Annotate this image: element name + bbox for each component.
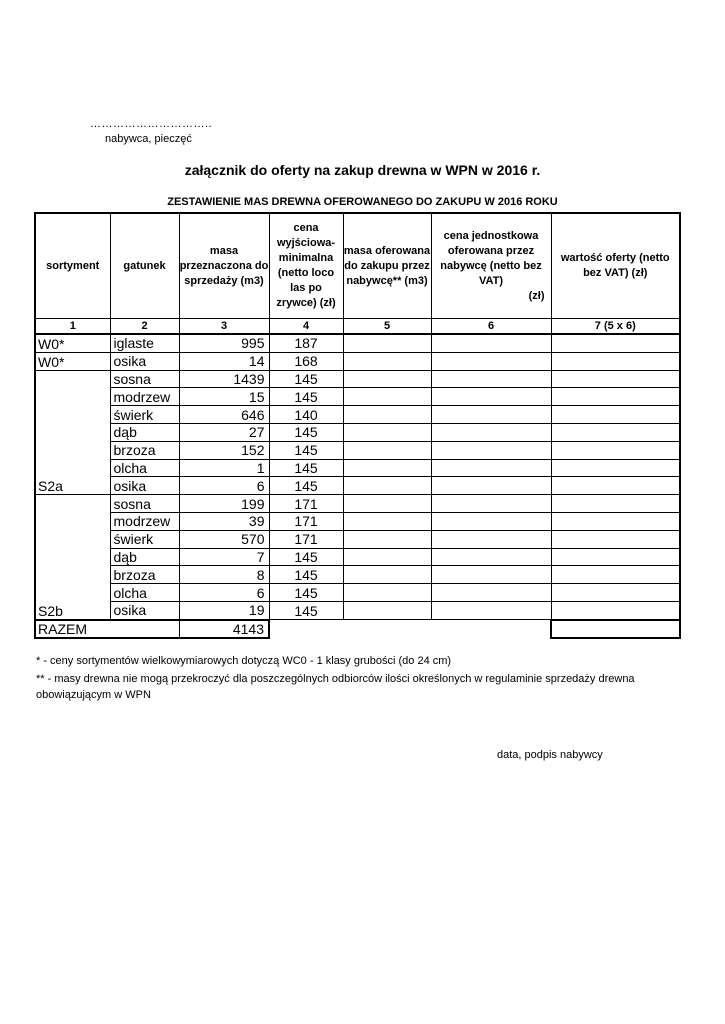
cell-masa: 152	[179, 441, 269, 459]
column-number: 6	[431, 319, 551, 335]
cell-cena-oferowana[interactable]	[431, 495, 551, 513]
cell-cena-oferowana[interactable]	[431, 388, 551, 406]
column-number: 1	[35, 319, 110, 335]
table-row	[35, 512, 680, 530]
table-row	[35, 441, 680, 459]
cell-gatunek: sosna	[110, 370, 179, 388]
cell-wartosc-oferty[interactable]	[551, 584, 680, 602]
cell-cena-oferowana[interactable]	[431, 459, 551, 477]
cell-sortyment	[35, 495, 110, 513]
cell-cena-oferowana[interactable]	[431, 352, 551, 370]
cell-masa-oferowana[interactable]	[343, 548, 431, 566]
cell-cena-oferowana[interactable]	[431, 548, 551, 566]
footnote-1: * - ceny sortymentów wielkowymiarowych dotyczą WC0 - 1 klasy grubości (do 24 cm)	[36, 655, 452, 667]
cell-cena: 145	[269, 477, 343, 495]
cell-wartosc-oferty[interactable]	[551, 459, 680, 477]
table-row	[35, 423, 680, 441]
cell-gatunek: olcha	[110, 459, 179, 477]
table-row	[35, 406, 680, 424]
cell-cena-oferowana[interactable]	[431, 512, 551, 530]
cell-masa: 39	[179, 512, 269, 530]
cell-cena: 145	[269, 441, 343, 459]
cell-gatunek: osika	[110, 477, 179, 495]
table-row	[35, 370, 680, 388]
cell-masa: 14	[179, 352, 269, 370]
header-cena-wyjsciowa: cena wyjściowa- minimalna (netto loco las po zrywce) (zł)	[269, 213, 343, 319]
cell-masa: 19	[179, 601, 269, 619]
cell-masa: 199	[179, 495, 269, 513]
cell-gatunek: brzoza	[110, 441, 179, 459]
cell-sortyment	[35, 406, 110, 424]
cell-masa-oferowana[interactable]	[343, 530, 431, 548]
cell-sortyment	[35, 512, 110, 530]
cell-cena: 168	[269, 352, 343, 370]
cell-wartosc-oferty[interactable]	[551, 495, 680, 513]
cell-masa-oferowana[interactable]	[343, 441, 431, 459]
header-masa-oferowana: masa oferowana do zakupu przez nabywcę** (m3)	[343, 213, 431, 319]
cell-sortyment	[35, 548, 110, 566]
cell-gatunek: osika	[110, 352, 179, 370]
cell-masa-oferowana[interactable]	[343, 370, 431, 388]
cell-masa: 6	[179, 477, 269, 495]
cell-cena-oferowana[interactable]	[431, 370, 551, 388]
table-title: ZESTAWIENIE MAS DREWNA OFEROWANEGO DO ZAKUPU W 2016 ROKU	[167, 196, 558, 208]
total-label: RAZEM	[35, 620, 179, 638]
cell-cena: 145	[269, 601, 343, 619]
cell-cena-oferowana[interactable]	[431, 601, 551, 619]
cell-masa: 1	[179, 459, 269, 477]
cell-sortyment: S2a	[35, 477, 110, 495]
cell-wartosc-oferty[interactable]	[551, 388, 680, 406]
total-value: 4143	[179, 620, 269, 638]
cell-cena-oferowana[interactable]	[431, 334, 551, 352]
table-row	[35, 530, 680, 548]
table-row	[35, 477, 680, 495]
cell-wartosc-oferty[interactable]	[551, 334, 680, 352]
cell-wartosc-oferty[interactable]	[551, 352, 680, 370]
cell-sortyment: W0*	[35, 334, 110, 352]
cell-masa-oferowana[interactable]	[343, 459, 431, 477]
cell-wartosc-oferty[interactable]	[551, 601, 680, 619]
cell-masa-oferowana[interactable]	[343, 566, 431, 584]
cell-cena: 171	[269, 530, 343, 548]
cell-wartosc-oferty[interactable]	[551, 530, 680, 548]
cell-cena-oferowana[interactable]	[431, 584, 551, 602]
table-row	[35, 584, 680, 602]
cell-wartosc-oferty[interactable]	[551, 548, 680, 566]
buyer-stamp-dots: …………………………..	[90, 118, 213, 130]
cell-cena: 145	[269, 423, 343, 441]
table-row	[35, 566, 680, 584]
cell-gatunek: osika	[110, 601, 179, 619]
cell-cena-oferowana[interactable]	[431, 423, 551, 441]
cell-masa-oferowana[interactable]	[343, 423, 431, 441]
cell-wartosc-oferty[interactable]	[551, 370, 680, 388]
header-cena-jednostkowa	[431, 213, 551, 319]
document-title: załącznik do oferty na zakup drewna w WPN w 2016 r.	[184, 162, 541, 178]
cell-masa-oferowana[interactable]	[343, 601, 431, 619]
cell-cena-oferowana[interactable]	[431, 566, 551, 584]
cell-gatunek: modrzew	[110, 388, 179, 406]
header-wartosc-oferty: wartość oferty (netto bez VAT) (zł)	[551, 213, 680, 319]
cell-cena: 145	[269, 370, 343, 388]
offer-table	[34, 212, 681, 639]
cell-cena: 145	[269, 459, 343, 477]
cell-sortyment	[35, 584, 110, 602]
cell-gatunek: sosna	[110, 495, 179, 513]
cell-sortyment	[35, 370, 110, 388]
cell-masa-oferowana[interactable]	[343, 477, 431, 495]
table-row	[35, 352, 680, 370]
cell-cena: 171	[269, 495, 343, 513]
header-masa-przeznaczona: masa przeznaczona do sprzedaży (m3)	[179, 213, 269, 319]
cell-cena: 171	[269, 512, 343, 530]
cell-wartosc-oferty[interactable]	[551, 441, 680, 459]
cell-wartosc-oferty[interactable]	[551, 512, 680, 530]
cell-masa: 7	[179, 548, 269, 566]
header-cena-jednostkowa-text: cena jednostkowa oferowana przez nabywcę (netto bez VAT)	[440, 229, 542, 287]
cell-gatunek: modrzew	[110, 512, 179, 530]
cell-sortyment	[35, 566, 110, 584]
column-number: 4	[269, 319, 343, 335]
cell-cena: 145	[269, 388, 343, 406]
cell-cena: 140	[269, 406, 343, 424]
cell-gatunek: dąb	[110, 548, 179, 566]
cell-wartosc-oferty[interactable]	[551, 566, 680, 584]
cell-sortyment	[35, 388, 110, 406]
cell-masa: 995	[179, 334, 269, 352]
cell-gatunek: olcha	[110, 584, 179, 602]
table-row	[35, 459, 680, 477]
column-number: 7 (5 x 6)	[551, 319, 680, 335]
header-gatunek: gatunek	[110, 213, 179, 319]
cell-gatunek: dąb	[110, 423, 179, 441]
buyer-stamp-label: nabywca, pieczęć	[105, 133, 192, 145]
column-number: 2	[110, 319, 179, 335]
cell-masa: 15	[179, 388, 269, 406]
cell-cena: 145	[269, 566, 343, 584]
cell-cena-oferowana[interactable]	[431, 406, 551, 424]
total-spacer	[269, 620, 551, 638]
cell-masa-oferowana[interactable]	[343, 584, 431, 602]
header-sortyment: sortyment	[35, 213, 110, 319]
cell-masa-oferowana[interactable]	[343, 352, 431, 370]
total-row	[35, 620, 680, 638]
cell-masa: 570	[179, 530, 269, 548]
cell-sortyment	[35, 423, 110, 441]
cell-masa: 1439	[179, 370, 269, 388]
table-row	[35, 388, 680, 406]
cell-masa-oferowana[interactable]	[343, 388, 431, 406]
cell-wartosc-oferty[interactable]	[551, 406, 680, 424]
cell-gatunek: świerk	[110, 530, 179, 548]
table-row	[35, 334, 680, 352]
cell-gatunek: brzoza	[110, 566, 179, 584]
cell-cena-oferowana[interactable]	[431, 477, 551, 495]
cell-sortyment: W0*	[35, 352, 110, 370]
cell-cena: 187	[269, 334, 343, 352]
cell-gatunek: świerk	[110, 406, 179, 424]
cell-cena-oferowana[interactable]	[431, 530, 551, 548]
signature-label: data, podpis nabywcy	[497, 749, 603, 761]
cell-wartosc-oferty[interactable]	[551, 423, 680, 441]
cell-sortyment: S2b	[35, 601, 110, 619]
header-cena-jednostkowa-unit: (zł)	[528, 289, 545, 302]
cell-sortyment	[35, 459, 110, 477]
cell-masa-oferowana[interactable]	[343, 334, 431, 352]
cell-wartosc-oferty[interactable]	[551, 477, 680, 495]
table-row	[35, 601, 680, 619]
cell-cena-oferowana[interactable]	[431, 441, 551, 459]
cell-masa-oferowana[interactable]	[343, 495, 431, 513]
table-row	[35, 495, 680, 513]
cell-sortyment	[35, 530, 110, 548]
cell-masa: 646	[179, 406, 269, 424]
cell-cena: 145	[269, 584, 343, 602]
cell-masa: 6	[179, 584, 269, 602]
cell-masa-oferowana[interactable]	[343, 406, 431, 424]
cell-masa: 8	[179, 566, 269, 584]
table-row	[35, 548, 680, 566]
cell-masa: 27	[179, 423, 269, 441]
total-offer-value-cell[interactable]	[551, 620, 680, 638]
column-number: 5	[343, 319, 431, 335]
cell-gatunek: iglaste	[110, 334, 179, 352]
cell-cena: 145	[269, 548, 343, 566]
footnote-2: ** - masy drewna nie mogą przekroczyć dla poszczególnych odbiorców ilości określonych w regulaminie sprzedaży drewna obowiązującym w WPN	[36, 673, 635, 701]
column-number: 3	[179, 319, 269, 335]
cell-masa-oferowana[interactable]	[343, 512, 431, 530]
cell-sortyment	[35, 441, 110, 459]
